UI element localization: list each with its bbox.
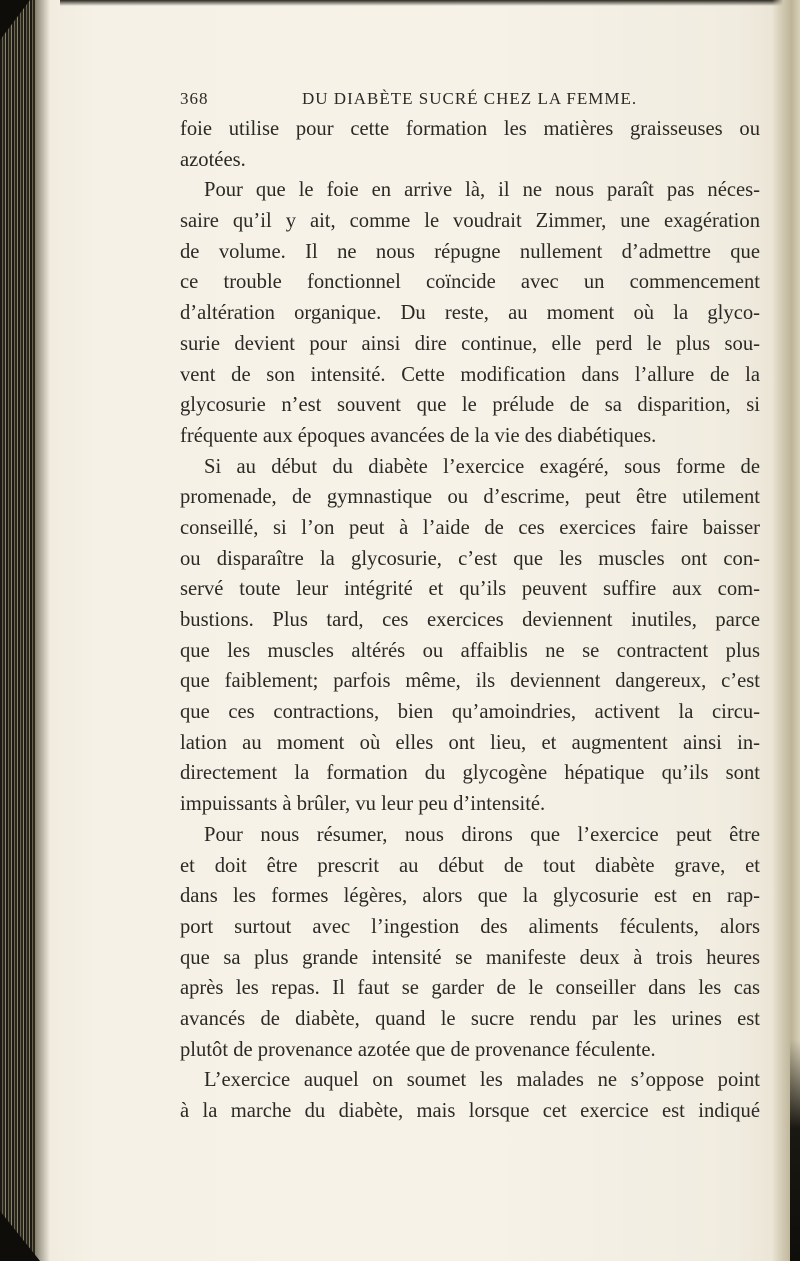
book-spine xyxy=(0,0,36,1261)
text-line: de volume. Il ne nous répugne nullement d’admettre que xyxy=(180,240,760,263)
text-line: bustions. Plus tard, ces exercices deviennent inutiles, parce xyxy=(180,609,760,631)
text-line: L’exercice auquel on soumet les malades ne s’oppose point xyxy=(204,1069,760,1092)
text-line: que les muscles altérés ou affaiblis ne se contractent plus xyxy=(180,639,760,662)
text-line: surie devient pour ainsi dire continue, elle perd le plus sou- xyxy=(180,332,760,355)
text-line: Si au début du diabète l’exercice exagéré, sous forme de xyxy=(204,455,760,478)
text-line: que faiblement; parfois même, ils deviennent dangereux, c’est xyxy=(180,670,760,693)
spine-shadow xyxy=(36,0,50,1261)
text-line: saire qu’il y ait, comme le voudrait Zimmer, une exagération xyxy=(180,210,760,233)
text-line: directement la formation du glycogène hépatique qu’ils sont xyxy=(180,762,760,785)
text-line: Pour que le foie en arrive là, il ne nous paraît pas néces- xyxy=(204,179,760,202)
text-line: vent de son intensité. Cette modification dans l’allure de la xyxy=(180,363,760,386)
text-line: fréquente aux époques avancées de la vie des diabétiques. xyxy=(180,424,657,447)
text-line: glycosurie n’est souvent que le prélude de sa disparition, si xyxy=(180,394,760,417)
text-line: que ces contractions, bien qu’amoindries, activent la circu- xyxy=(180,701,760,724)
text-line: impuissants à brûler, vu leur peu d’intensité. xyxy=(180,793,546,816)
page-edge-dark xyxy=(790,1040,800,1261)
body-text xyxy=(180,114,760,1127)
text-line: Pour nous résumer, nous dirons que l’exercice peut être xyxy=(204,823,760,846)
text-line: ce trouble fonctionnel coïncide avec un commencement xyxy=(180,271,760,294)
text-line: ou disparaître la glycosurie, c’est que les muscles ont con- xyxy=(180,547,760,570)
top-edge-shadow xyxy=(60,0,800,6)
text-line: azotées. xyxy=(180,148,246,171)
text-line: foie utilise pour cette formation les matières graisseuses ou xyxy=(180,118,760,140)
text-line: avancés de diabète, quand le sucre rendu par les urines est xyxy=(180,1007,760,1030)
text-line: et doit être prescrit au début de tout diabète grave, et xyxy=(180,854,760,877)
page-number: 368 xyxy=(180,89,209,108)
spine-corner-top xyxy=(0,0,30,40)
text-line: promenade, de gymnastique ou d’escrime, peut être utilement xyxy=(180,486,760,509)
spine-corner-bottom xyxy=(0,1211,40,1261)
text-line: conseillé, si l’on peut à l’aide de ces exercices faire baisser xyxy=(180,516,760,539)
text-line: que sa plus grande intensité se manifeste deux à trois heures xyxy=(180,946,760,969)
text-line: servé toute leur intégrité et qu’ils peuvent suffire aux com- xyxy=(180,578,760,601)
text-line: d’altération organique. Du reste, au moment où la glyco- xyxy=(180,302,760,325)
text-line: plutôt de provenance azotée que de provenance féculente. xyxy=(180,1038,656,1061)
text-line: dans les formes légères, alors que la glycosurie est en rap- xyxy=(180,885,760,908)
text-line: lation au moment où elles ont lieu, et augmentent ainsi in- xyxy=(180,731,760,754)
text-line: à la marche du diabète, mais lorsque cet exercice est indiqué xyxy=(180,1100,760,1122)
running-head-title: DU DIABÈTE SUCRÉ CHEZ LA FEMME. xyxy=(302,89,638,108)
text-line: port surtout avec l’ingestion des aliments féculents, alors xyxy=(180,915,760,938)
text-line: après les repas. Il faut se garder de le conseiller dans les cas xyxy=(180,977,760,1000)
